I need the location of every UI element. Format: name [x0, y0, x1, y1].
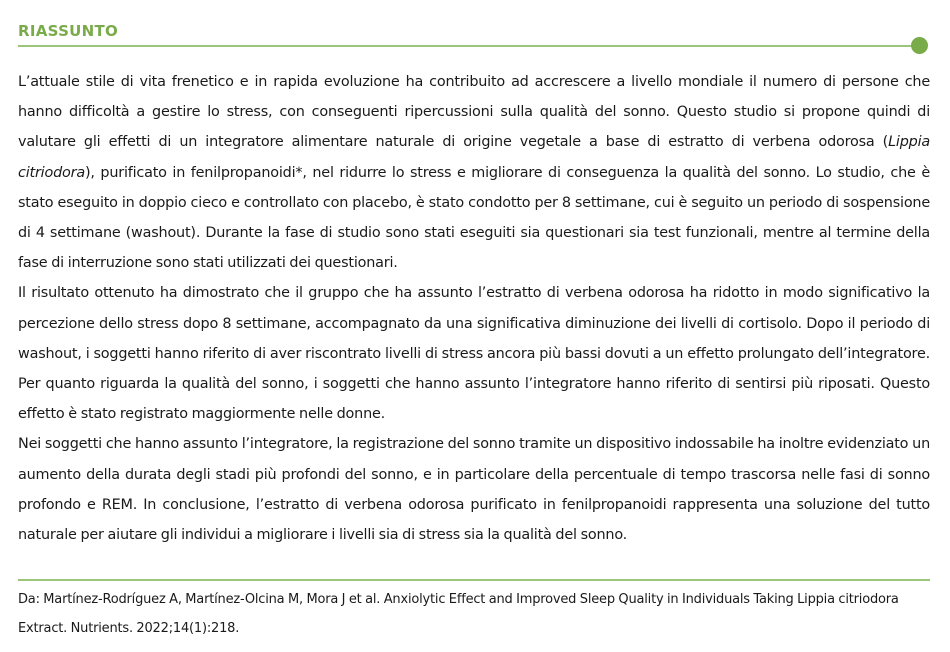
paragraph-1-text-start: L’attuale stile di vita frenetico e in rapida evoluzione ha contribuito ad accrescere a livello mondiale il numero di persone che hanno difficoltà a gestire lo stress, con conseguenti ripercussioni sulla qualità del sonno. Questo studio si propone quindi di valutare gli effetti di un integratore alimentare naturale di origine vegetale a base di estratto di verbena odorosa ( — [18, 74, 930, 151]
summary-paragraph-1 — [18, 67, 930, 278]
species-name: Lippia citriodora — [18, 134, 930, 181]
title-divider — [18, 45, 914, 47]
section-title: RIASSUNTO — [18, 22, 119, 40]
source-divider — [18, 579, 930, 581]
section-header — [18, 18, 930, 54]
paragraph-1-text-end: ), purificato in fenilpropanoidi*, nel ridurre lo stress e migliorare di conseguenza la qualità del sonno. Lo studio, che è stato eseguito in doppio cieco e controllato con placebo, è stato condotto per 8 settimane, cui è seguito un periodo di sospensione di 4 settimane (washout). Durante la fase di studio sono stati eseguiti sia questionari sia test funzionali, mentre al termine della fase di interruzione sono stati utilizzati dei questionari. — [18, 164, 930, 272]
summary-body — [18, 67, 930, 550]
summary-paragraph-3: Nei soggetti che hanno assunto l’integratore, la registrazione del sonno tramite un dispositivo indossabile ha inoltre evidenziato un aumento della durata degli stadi più profondi del sonno, e in particolare della percentuale di tempo trascorsa nelle fasi di sonno profondo e REM. In conclusione, l’estratto di verbena odorosa purificato in fenilpropanoidi rappresenta una soluzione del tutto naturale per aiutare gli individui a migliorare i livelli sia di stress sia la qualità del sonno. — [18, 436, 930, 544]
summary-paragraph-2: Il risultato ottenuto ha dimostrato che il gruppo che ha assunto l’estratto di verbena odorosa ha ridotto in modo significativo la percezione dello stress dopo 8 settimane, accompagnato da una significativa diminuzione dei livelli di cortisolo. Dopo il periodo di washout, i soggetti hanno riferito di aver riscontrato livelli di stress ancora più bassi dovuti a un effetto prolungato dell’integratore. Per quanto riguarda la qualità del sonno, i soggetti che hanno assunto l’integratore hanno riferito di sentirsi più riposati. Questo effetto è stato registrato maggiormente nelle donne. — [18, 285, 930, 423]
title-dot-ornament — [911, 37, 928, 54]
source-citation: Da: Martínez-Rodríguez A, Martínez-Olcina M, Mora J et al. Anxiolytic Effect and Improved Sleep Quality in Individuals Taking Lippia citriodora Extract. Nutrients. 2022;14(1):218. — [18, 592, 899, 636]
